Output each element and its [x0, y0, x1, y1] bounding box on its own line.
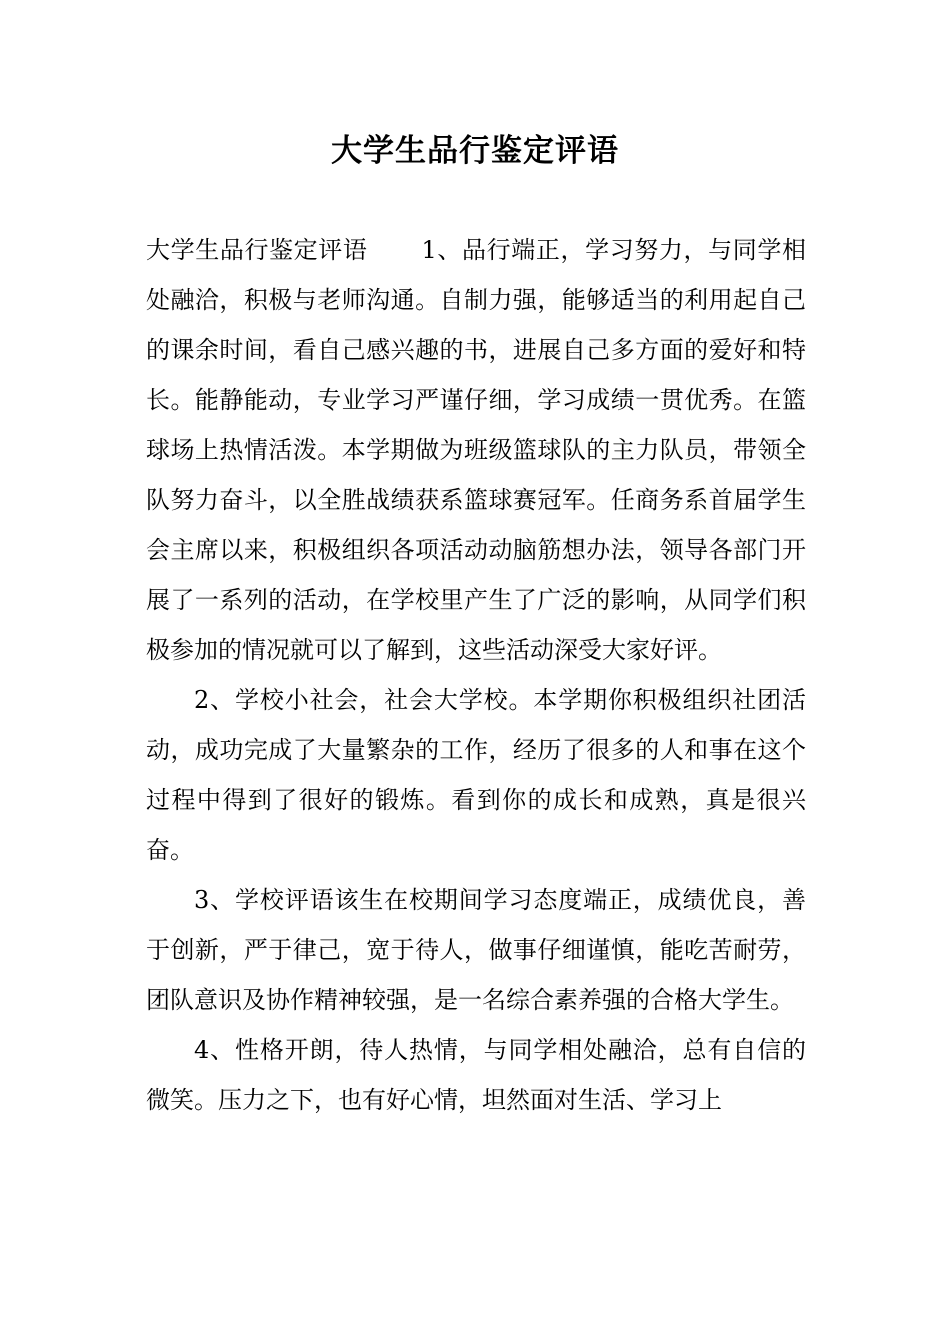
paragraph-1	[146, 225, 806, 675]
paragraph-3: 3、学校评语该生在校期间学习态度端正，成绩优良，善于创新，严于律己，宽于待人，做事仔细谨慎，能吃苦耐劳，团队意识及协作精神较强，是一名综合素养强的合格大学生。	[146, 886, 806, 1014]
paragraph-2: 2、学校小社会，社会大学校。本学期你积极组织社团活动，成功完成了大量繁杂的工作，经历了很多的人和事在这个过程中得到了很好的锻炼。看到你的成长和成熟，真是很兴奋。	[146, 686, 806, 864]
paragraph-4: 4、性格开朗，待人热情，与同学相处融洽，总有自信的微笑。压力之下，也有好心情，坦然面对生活、学习上	[146, 1036, 806, 1114]
document-body	[146, 225, 806, 1125]
lead-label: 大学生品行鉴定评语	[146, 236, 368, 264]
document-title: 大学生品行鉴定评语	[331, 133, 619, 169]
paragraph-1-text: 1、品行端正，学习努力，与同学相处融洽，积极与老师沟通。自制力强，能够适当的利用起自己的课余时间，看自己感兴趣的书，进展自己多方面的爱好和特长。能静能动，专业学习严谨仔细，学习成绩一贯优秀。在篮球场上热情活泼。本学期做为班级篮球队的主力队员，带领全队努力奋斗，以全胜战绩获系篮球赛冠军。任商务系首届学生会主席以来，积极组织各项活动动脑筋想办法，领导各部门开展了一系列的活动，在学校里产生了广泛的影响，从同学们积极参加的情况就可以了解到，这些活动深受大家好评。	[146, 236, 806, 664]
